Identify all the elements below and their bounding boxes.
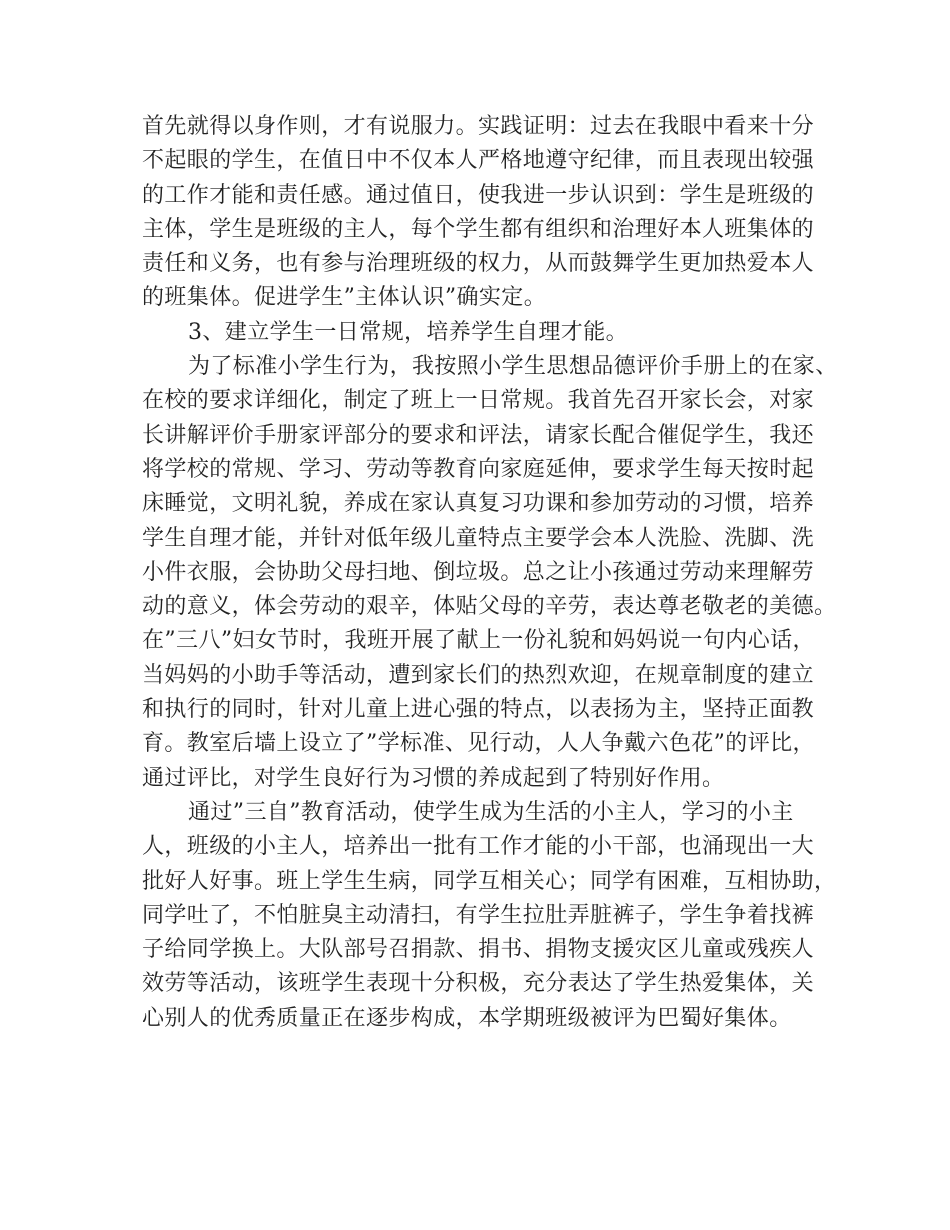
paragraph-2 bbox=[142, 350, 838, 796]
text-line: 在校的要求详细化，制定了班上一日常规。我首先召开家长会，对家 bbox=[142, 388, 815, 414]
document-body bbox=[142, 110, 838, 1036]
text-line: 长讲解评价手册家评部分的要求和评法，请家长配合催促学生，我还 bbox=[142, 422, 815, 448]
text-line: 在”三八”妇女节时，我班开展了献上一份礼貌和妈妈说一句内心话， bbox=[142, 628, 815, 654]
text-line: 子给同学换上。大队部号召捐款、捐书、捐物支援灾区儿童或残疾人 bbox=[142, 937, 815, 963]
text-line: 当妈妈的小助手等活动，遭到家长们的热烈欢迎，在规章制度的建立 bbox=[142, 662, 815, 688]
text-line: 首先就得以身作则，才有说服力。实践证明：过去在我眼中看来十分 bbox=[142, 114, 815, 139]
text-line: 通过”三自”教育活动，使学生成为生活的小主人，学习的小主 bbox=[188, 799, 794, 825]
text-line: 床睡觉，文明礼貌，养成在家认真复习功课和参加劳动的习惯，培养 bbox=[142, 491, 815, 517]
text-line: 不起眼的学生，在值日中不仅本人严格地遵守纪律，而且表现出较强 bbox=[142, 148, 815, 174]
text-line: 动的意义，体会劳动的艰辛，体贴父母的辛劳，表达尊老敬老的美德。 bbox=[142, 594, 837, 620]
text-line: 小件衣服，会协助父母扫地、倒垃圾。总之让小孩通过劳动来理解劳 bbox=[142, 559, 815, 585]
paragraph-3 bbox=[142, 796, 837, 1036]
text-line: 和执行的同时，针对儿童上进心强的特点，以表扬为主，坚持正面教 bbox=[142, 697, 815, 723]
text-line: 通过评比，对学生良好行为习惯的养成起到了特别好作用。 bbox=[142, 765, 725, 791]
section-heading-text: 3、建立学生一日常规，培养学生自理才能。 bbox=[188, 319, 628, 345]
text-line: 主体，学生是班级的主人，每个学生都有组织和治理好本人班集体的 bbox=[142, 216, 815, 242]
text-line: 同学吐了，不怕脏臭主动清扫，有学生拉肚弄脏裤子，学生争着找裤 bbox=[142, 902, 815, 928]
text-line: 将学校的常规、学习、劳动等教育向家庭延伸，要求学生每天按时起 bbox=[142, 456, 815, 482]
text-line: 的班集体。促进学生”主体认识”确实定。 bbox=[142, 285, 547, 311]
text-line: 责任和义务，也有参与治理班级的权力，从而鼓舞学生更加热爱本人 bbox=[142, 251, 815, 277]
text-line: 人，班级的小主人，培养出一批有工作才能的小干部，也涌现出一大 bbox=[142, 834, 815, 860]
text-line: 心别人的优秀质量正在逐步构成，本学期班级被评为巴蜀好集体。 bbox=[142, 1005, 792, 1031]
paragraph-1 bbox=[142, 110, 832, 316]
section-heading-3 bbox=[142, 316, 832, 350]
text-line: 为了标准小学生行为，我按照小学生思想品德评价手册上的在家、 bbox=[188, 354, 838, 380]
text-line: 学生自理才能，并针对低年级儿童特点主要学会本人洗脸、洗脚、洗 bbox=[142, 525, 815, 551]
text-line: 批好人好事。班上学生生病，同学互相关心；同学有困难，互相协助， bbox=[142, 868, 837, 894]
text-line: 育。教室后墙上设立了”学标准、见行动，人人争戴六色花”的评比， bbox=[142, 731, 815, 757]
text-line: 效劳等活动，该班学生表现十分积极，充分表达了学生热爱集体，关 bbox=[142, 971, 815, 997]
text-line: 的工作才能和责任感。通过值日，使我进一步认识到：学生是班级的 bbox=[142, 182, 815, 208]
